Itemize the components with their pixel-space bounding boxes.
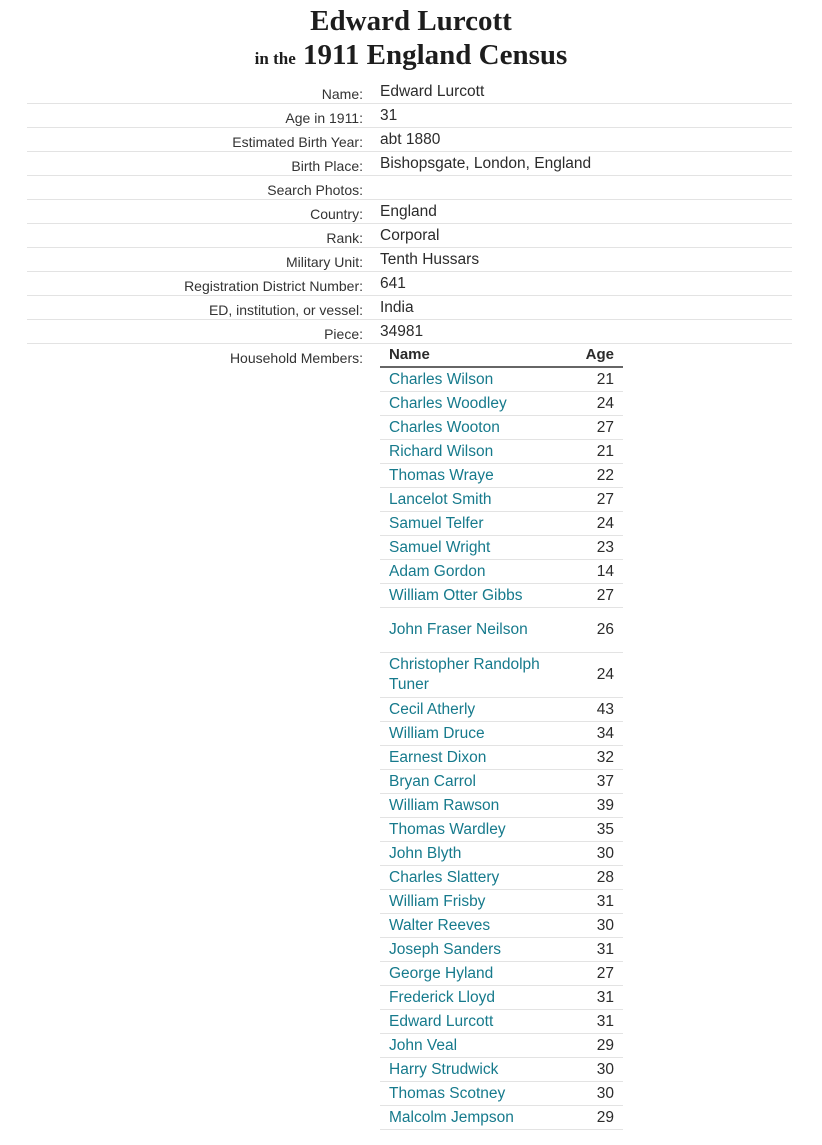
member-age: 31 — [596, 892, 614, 910]
member-age: 34 — [596, 724, 614, 742]
member-name-link[interactable]: William Frisby — [389, 892, 486, 910]
detail-value: 34981 — [380, 323, 424, 340]
detail-label: Rank: — [326, 230, 363, 246]
member-name-link[interactable]: Harry Strudwick — [389, 1060, 499, 1078]
member-age: 30 — [596, 1060, 614, 1078]
member-age: 32 — [596, 748, 614, 766]
detail-value: England — [380, 203, 437, 220]
table-row — [380, 722, 623, 746]
household-section — [27, 344, 792, 1130]
detail-value: India — [380, 299, 414, 316]
detail-value: 641 — [380, 275, 406, 292]
detail-row-birth-year — [27, 128, 792, 152]
table-row — [380, 770, 623, 794]
detail-label: ED, institution, or vessel: — [208, 302, 363, 318]
member-age: 39 — [596, 796, 614, 814]
detail-value: Bishopsgate, London, England — [380, 155, 592, 172]
member-name-link[interactable]: Cecil Atherly — [389, 700, 476, 718]
member-age: 29 — [596, 1036, 614, 1054]
detail-value: Edward Lurcott — [380, 83, 485, 100]
table-row — [380, 866, 623, 890]
member-age: 35 — [596, 820, 614, 838]
member-name-link[interactable]: William Otter Gibbs — [389, 586, 523, 604]
table-row — [380, 794, 623, 818]
member-age: 24 — [596, 666, 614, 683]
member-age: 26 — [596, 621, 614, 638]
member-name-link[interactable]: Bryan Carrol — [389, 772, 476, 790]
member-name-link[interactable]: Thomas Scotney — [389, 1084, 506, 1102]
member-age: 30 — [596, 1084, 614, 1102]
member-name-link[interactable]: Frederick Lloyd — [389, 988, 495, 1006]
table-row — [380, 392, 623, 416]
title-block — [0, 0, 822, 76]
detail-row-military-unit — [27, 248, 792, 272]
detail-label: Estimated Birth Year: — [232, 134, 363, 150]
member-age: 28 — [596, 868, 614, 886]
table-row — [380, 1034, 623, 1058]
member-name-link[interactable]: Charles Slattery — [389, 868, 500, 886]
member-age: 31 — [596, 1012, 614, 1030]
detail-value: 31 — [380, 107, 398, 124]
detail-row-registration-district — [27, 272, 792, 296]
detail-row-name — [27, 80, 792, 104]
member-age: 24 — [596, 394, 614, 412]
member-age: 23 — [596, 538, 614, 556]
member-age: 30 — [596, 916, 614, 934]
member-name-link[interactable]: Samuel Wright — [389, 538, 491, 556]
member-name-link[interactable]: William Druce — [389, 724, 485, 742]
table-row — [380, 416, 623, 440]
table-row — [380, 584, 623, 608]
household-table-header — [380, 346, 623, 368]
member-name-link[interactable]: John Veal — [389, 1036, 458, 1054]
table-row — [380, 1106, 623, 1130]
table-row — [380, 1010, 623, 1034]
detail-label: Name: — [321, 86, 363, 102]
member-age: 21 — [596, 442, 614, 460]
member-name-link[interactable]: George Hyland — [389, 964, 494, 982]
table-row — [380, 653, 623, 698]
table-row — [380, 986, 623, 1010]
member-age: 14 — [596, 562, 614, 580]
member-age: 21 — [596, 370, 614, 388]
member-name-link[interactable]: Christopher Randolph Tuner — [389, 656, 540, 693]
household-table — [380, 346, 623, 1130]
table-row — [380, 890, 623, 914]
member-name-link[interactable]: Lancelot Smith — [389, 490, 492, 508]
table-row — [380, 368, 623, 392]
detail-label: Piece: — [324, 326, 363, 342]
detail-value: Corporal — [380, 227, 440, 244]
record-details — [27, 80, 792, 1130]
member-age: 27 — [596, 490, 614, 508]
member-name-link[interactable]: Thomas Wraye — [389, 466, 494, 484]
table-row — [380, 1058, 623, 1082]
member-name-link[interactable]: John Fraser Neilson — [389, 621, 528, 638]
table-row — [380, 842, 623, 866]
member-name-link[interactable]: Earnest Dixon — [389, 748, 487, 766]
detail-label: Military Unit: — [285, 254, 363, 270]
detail-label: Age in 1911: — [285, 110, 363, 126]
member-name-link[interactable]: Charles Woodley — [389, 394, 507, 412]
detail-row-age — [27, 104, 792, 128]
member-name-link[interactable]: Malcolm Jempson — [389, 1108, 514, 1126]
table-row — [380, 560, 623, 584]
detail-row-search-photos — [27, 176, 792, 200]
member-name-link[interactable]: Joseph Sanders — [389, 940, 502, 958]
household-label: Household Members: — [229, 350, 363, 366]
table-row — [380, 488, 623, 512]
member-name-link[interactable]: Walter Reeves — [389, 916, 491, 934]
member-age: 27 — [596, 964, 614, 982]
member-name-link[interactable]: Charles Wooton — [389, 418, 500, 436]
table-row — [380, 536, 623, 560]
table-row — [380, 512, 623, 536]
detail-row-piece — [27, 320, 792, 344]
table-row — [380, 1082, 623, 1106]
detail-label: Birth Place: — [291, 158, 363, 174]
table-row — [380, 698, 623, 722]
member-age: 24 — [596, 514, 614, 532]
name-column-header: Name — [389, 346, 430, 363]
detail-row-ed-institution — [27, 296, 792, 320]
age-column-header: Age — [585, 346, 614, 363]
detail-row-birth-place — [27, 152, 792, 176]
page-title: Edward Lurcott — [310, 5, 512, 37]
subtitle-prefix: in the — [254, 49, 296, 68]
table-row — [380, 440, 623, 464]
table-row — [380, 608, 623, 653]
detail-label: Search Photos: — [267, 182, 363, 198]
household-member-list — [380, 368, 623, 1130]
detail-label: Registration District Number: — [184, 278, 363, 294]
member-age: 43 — [596, 700, 614, 718]
detail-value: Tenth Hussars — [380, 251, 480, 268]
table-row — [380, 464, 623, 488]
member-name-link[interactable]: Adam Gordon — [389, 562, 486, 580]
member-name-link[interactable]: John Blyth — [389, 844, 462, 862]
member-name-link[interactable]: Charles Wilson — [389, 370, 494, 388]
detail-row-country — [27, 200, 792, 224]
table-row — [380, 914, 623, 938]
member-age: 22 — [596, 466, 614, 484]
detail-row-rank — [27, 224, 792, 248]
member-age: 29 — [596, 1108, 614, 1126]
member-name-link[interactable]: Thomas Wardley — [389, 820, 506, 838]
subtitle-census: 1911 England Census — [303, 39, 568, 71]
page-subtitle — [0, 38, 822, 76]
member-age: 31 — [596, 988, 614, 1006]
member-age: 30 — [596, 844, 614, 862]
detail-label: Country: — [310, 206, 363, 222]
member-age: 31 — [596, 940, 614, 958]
member-age: 27 — [596, 418, 614, 436]
table-row — [380, 818, 623, 842]
member-name-link[interactable]: Edward Lurcott — [389, 1012, 494, 1030]
table-row — [380, 962, 623, 986]
member-age: 37 — [596, 772, 614, 790]
table-row — [380, 746, 623, 770]
member-name-link[interactable]: Richard Wilson — [389, 442, 494, 460]
member-age: 27 — [596, 586, 614, 604]
detail-value: abt 1880 — [380, 131, 441, 148]
table-row — [380, 938, 623, 962]
member-name-link[interactable]: William Rawson — [389, 796, 500, 814]
member-name-link[interactable]: Samuel Telfer — [389, 514, 484, 532]
